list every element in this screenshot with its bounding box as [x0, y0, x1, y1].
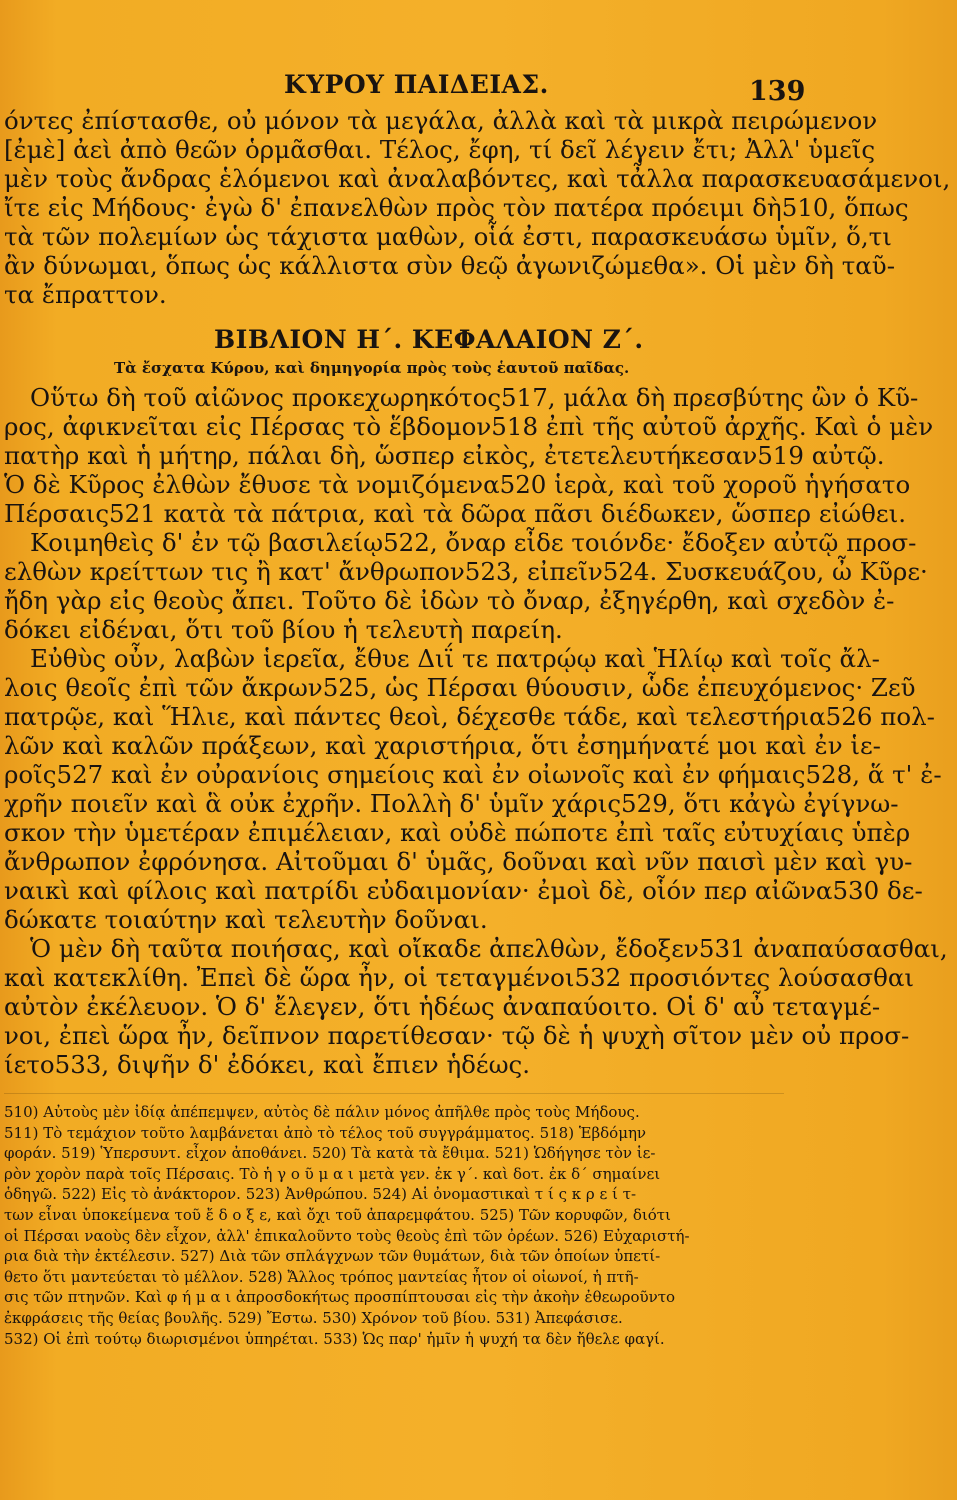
text-line: Πέρσαις521 κατὰ τὰ πάτρια, καὶ τὰ δῶρα πᾶσι διέδωκεν, ὥσπερ εἰώθει.: [4, 499, 906, 528]
text-line: δώκατε τοιαύτην καὶ τελευτὴν δοῦναι.: [4, 905, 488, 934]
text-line: πατρῷε, καὶ Ἥλιε, καὶ πάντες θεοὶ, δέχεσθε τάδε, καὶ τελεστήρια526 πολ-: [4, 702, 935, 731]
section-heading: ΒΙΒΛΙΟΝ Η΄. ΚΕΦΑΛΑΙΟΝ Ζ΄.: [214, 325, 644, 354]
text-line: ἴτε εἰς Μήδους· ἐγὼ δ' ἐπανελθὼν πρὸς τὸν πατέρα πρόειμι δὴ510, ὅπως: [4, 193, 909, 222]
text-line: ἄνθρωπον ἐφρόνησα. Αἰτοῦμαι δ' ὑμᾶς, δοῦναι καὶ νῦν παισὶ μὲν καὶ γυ-: [4, 847, 913, 876]
passage-top: [4, 106, 951, 309]
footnote-line: 510) Αὐτοὺς μὲν ἰδίᾳ ἀπέπεμψεν, αὐτὸς δὲ πάλιν μόνος ἀπῆλθε πρὸς τοὺς Μήδους.: [4, 1103, 640, 1121]
text-line: πατὴρ καὶ ἡ μήτηρ, πάλαι δὴ, ὥσπερ εἰκὸς, ἐτετελευτήκεσαν519 αὐτῷ.: [4, 441, 885, 470]
text-line: ἂν δύνωμαι, ὅπως ὡς κάλλιστα σὺν θεῷ ἀγωνιζώμεθα». Οἱ μὲν δὴ ταῦ-: [4, 251, 895, 280]
text-line: λῶν καὶ καλῶν πράξεων, καὶ χαριστήρια, ὅτι ἐσημήνατέ μοι καὶ ἐν ἱε-: [4, 731, 881, 760]
footnote-line: 511) Τὸ τεμάχιον τοῦτο λαμβάνεται ἀπὸ τὸ τέλος τοῦ συγγράμματος. 518) Ἑβδόμην: [4, 1123, 647, 1142]
footnote-line: σις τῶν πτηνῶν. Καὶ φ ή μ α ι ἀπροσδοκήτως προσπίπτουσαι εἰς τὴν ἀκοὴν ἐθεωροῦντο: [4, 1288, 676, 1307]
text-line: σκον τὴν ὑμετέραν ἐπιμέλειαν, καὶ οὐδὲ πώποτε ἐπὶ ταῖς εὐτυχίαις ὑπὲρ: [4, 818, 911, 847]
footnote-line: των εἶναι ὑποκείμενα τοῦ ἔ δ ο ξ ε, καὶ ὄχι τοῦ ἀπαρεμφάτου. 525) Τῶν κορυφῶν, διότι: [4, 1205, 671, 1224]
footnote-line: ἐκφράσεις τῆς θείας βουλῆς. 529) Ἔστω. 530) Χρόνον τοῦ βίου. 531) Ἀπεφάσισε.: [4, 1308, 623, 1327]
text-line: όντες ἐπίστασθε, οὐ μόνον τὰ μεγάλα, ἀλλὰ καὶ τὰ μικρὰ πειρώμενον: [4, 106, 878, 135]
footnote-line: θετο ὅτι μαντεύεται τὸ μέλλον. 528) Ἄλλος τρόπος μαντείας ἦτον οἱ οἰωνοί, ἡ πτῆ-: [4, 1267, 639, 1286]
footnote-line: ὁδηγῶ. 522) Εἰς τὸ ἀνάκτορον. 523) Ἀνθρώπου. 524) Αἱ ὀνομαστικαὶ τ ί ς κ ρ ε ί τ-: [4, 1185, 637, 1204]
footnote-line: οἱ Πέρσαι ναοὺς δὲν εἶχον, ἀλλ' ἐπικαλοῦντο τοὺς θεοὺς ἐπὶ τῶν ὀρέων. 526) Εὐχαριστή-: [4, 1226, 690, 1245]
text-line: ναικὶ καὶ φίλοις καὶ πατρίδι εὐδαιμονίαν· ἐμοὶ δὲ, οἷόν περ αἰῶνα530 δε-: [4, 876, 923, 905]
text-line: ελθὼν κρείττων τις ἢ κατ' ἄνθρωπον523, εἰπεῖν524. Συσκευάζου, ὦ Κῦρε·: [4, 557, 928, 586]
section-subtitle: Τὰ ἔσχατα Κύρου, καὶ δημηγορία πρὸς τοὺς ἑαυτοῦ παῖδας.: [114, 359, 630, 377]
text-line: Εὐθὺς οὖν, λαβὼν ἱερεῖα, ἔθυε Διΐ τε πατρῴῳ καὶ Ἡλίῳ καὶ τοῖς ἄλ-: [30, 644, 880, 673]
text-line: δόκει εἰδέναι, ὅτι τοῦ βίου ἡ τελευτὴ παρείη.: [4, 615, 563, 644]
text-line: ρος, ἀφικνεῖται εἰς Πέρσας τὸ ἕβδομον518 ἐπὶ τῆς αὐτοῦ ἀρχῆς. Καὶ ὁ μὲν: [4, 412, 934, 441]
page-number: 139: [749, 76, 806, 107]
text-line: Ὁ μὲν δὴ ταῦτα ποιήσας, καὶ οἴκαδε ἀπελθὼν, ἔδοξεν531 ἀναπαύσασθαι,: [30, 934, 948, 963]
running-head: [4, 60, 806, 107]
text-line: λοις θεοῖς ἐπὶ τῶν ἄκρων525, ὡς Πέρσαι θύουσιν, ὧδε ἐπευχόμενος· Ζεῦ: [4, 673, 916, 702]
footnote-line: 532) Οἱ ἐπὶ τούτῳ διωρισμένοι ὑπηρέται. 533) Ὡς παρ' ἡμῖν ἡ ψυχή τα δὲν ἤθελε φαγί.: [4, 1329, 665, 1348]
text-line: μὲν τοὺς ἄνδρας ἑλόμενοι καὶ ἀναλαβόντες, καὶ τἆλλα παρασκευασάμενοι,: [4, 164, 951, 193]
text-line: Κοιμηθεὶς δ' ἐν τῷ βασιλείῳ522, ὄναρ εἶδε τοιόνδε· ἔδοξεν αὐτῷ προσ-: [30, 528, 917, 557]
text-line: ροῖς527 καὶ ἐν οὐρανίοις σημείοις καὶ ἐν οἰωνοῖς καὶ ἐν φήμαις528, ἅ τ' ἐ-: [4, 760, 942, 789]
text-line: τὰ τῶν πολεμίων ὡς τάχιστα μαθὼν, οἷά ἐστι, παρασκευάσω ὑμῖν, ὅ,τι: [4, 222, 892, 251]
text-line: Ὁ δὲ Κῦρος ἐλθὼν ἔθυσε τὰ νομιζόμενα520 ἱερὰ, καὶ τοῦ χοροῦ ἡγήσατο: [4, 470, 911, 499]
text-line: [ἐμὲ] ἀεὶ ἀπὸ θεῶν ὁρμᾶσθαι. Τέλος, ἔφη, τί δεῖ λέγειν ἔτι; Ἀλλ' ὑμεῖς: [4, 135, 876, 164]
text-line: τα ἔπραττον.: [4, 280, 167, 309]
text-line: ἤδη γὰρ εἰς θεοὺς ἄπει. Τοῦτο δὲ ἰδὼν τὸ ὄναρ, ἐξηγέρθη, καὶ σχεδὸν ἐ-: [4, 586, 895, 615]
running-title: ΚΥΡΟΥ ΠΑΙΔΕΙΑΣ.: [284, 70, 549, 99]
text-line: Οὕτω δὴ τοῦ αἰῶνος προκεχωρηκότος517, μάλα δὴ πρεσβύτης ὢν ὁ Κῦ-: [30, 383, 919, 412]
text-line: ίετο533, διψῆν δ' ἐδόκει, καὶ ἔπιεν ἡδέως.: [4, 1050, 531, 1079]
text-line: νοι, ἐπεὶ ὥρα ἦν, δεῖπνον παρετίθεσαν· τῷ δὲ ἡ ψυχὴ σῖτον μὲν οὐ προσ-: [4, 1021, 910, 1050]
footnotes: [4, 1093, 784, 1349]
footnote-line: ρια διὰ τὴν ἐκτέλεσιν. 527) Διὰ τῶν σπλάγχνων τῶν θυμάτων, διὰ τῶν ὁποίων ὑπετί-: [4, 1247, 661, 1266]
footnote-line: φοράν. 519) Ὑπερσυντ. εἶχον ἀποθάνει. 520) Τὰ κατὰ τὰ ἔθιμα. 521) Ὡδήγησε τὸν ἱε-: [4, 1144, 656, 1163]
text-line: χρῆν ποιεῖν καὶ ἃ οὐκ ἐχρῆν. Πολλὴ δ' ὑμῖν χάρις529, ὅτι κἀγὼ ἐγίγνω-: [4, 789, 899, 818]
passage-main: [4, 383, 948, 1079]
text-line: αὐτὸν ἐκέλευον. Ὁ δ' ἔλεγεν, ὅτι ἡδέως ἀναπαύοιτο. Οἱ δ' αὖ τεταγμέ-: [4, 992, 881, 1021]
footnote-line: ρὸν χορὸν παρὰ τοῖς Πέρσαις. Τὸ ἡ γ ο ῦ μ α ι μετὰ γεν. ἐκ γ΄. καὶ δοτ. ἐκ δ΄ σημαίνει: [4, 1164, 661, 1183]
text-line: καὶ κατεκλίθη. Ἐπεὶ δὲ ὥρα ἦν, οἱ τεταγμένοι532 προσιόντες λούσασθαι: [4, 963, 915, 992]
